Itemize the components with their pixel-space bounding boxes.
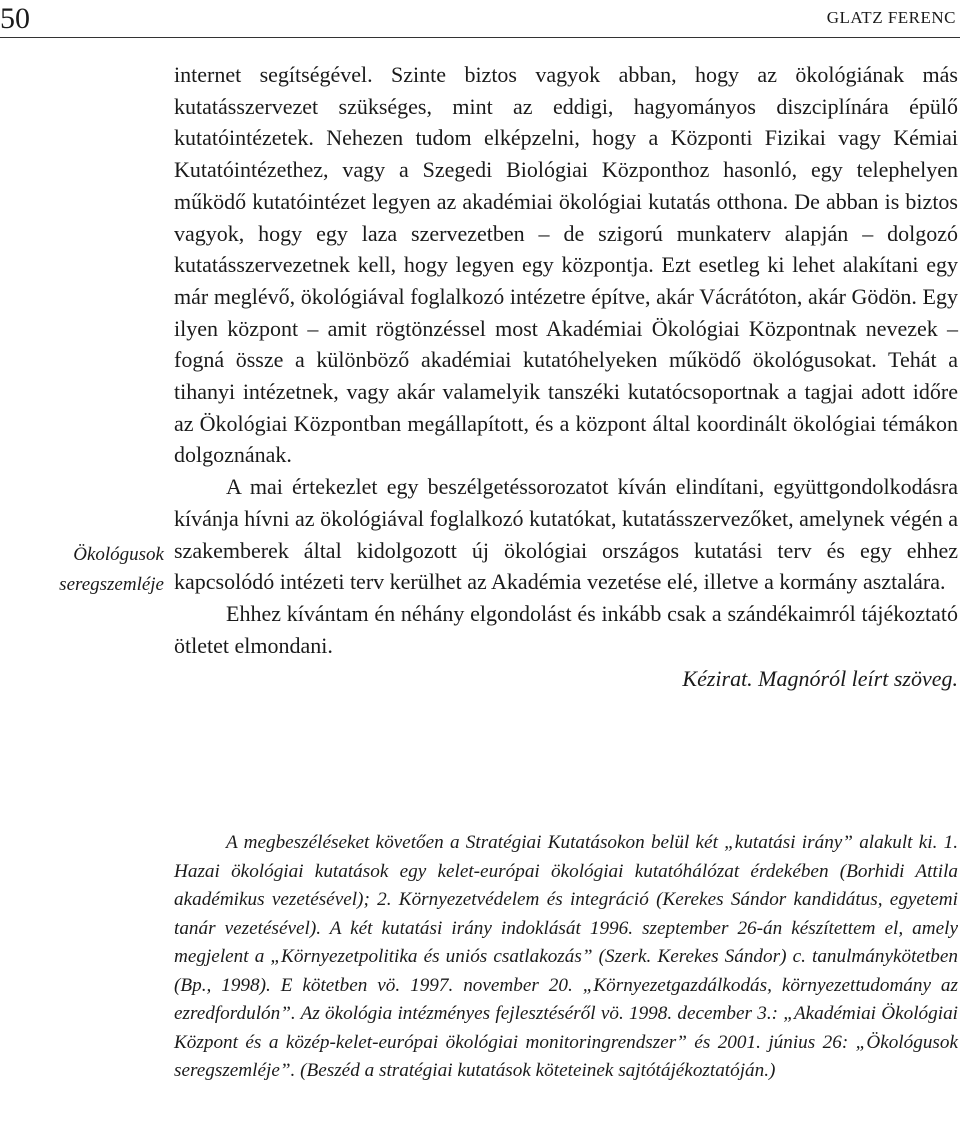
page-number: 50 [0, 2, 30, 35]
running-head: GLATZ FERENC [826, 8, 956, 27]
body-paragraph-2: A mai értekezlet egy beszélgetéssorozatot kíván elindítani, együttgondolkodásra kívánja hívni az ökológiával foglalkozó kutatókat, kutatásszervezőket, amelynek végén a szakemberek által kidolgozott új ökológiai országos kutatási terv és egy ehhez kapcsolódó intézeti terv kerülhet az Akadémia vezetése elé, illetve a kormány asztalára. [174, 474, 958, 595]
body-paragraph-1: internet segítségével. Szinte biztos vagyok abban, hogy az ökológiának más kutatásszervezet szükséges, mint az eddigi, hagyományos diszciplínára épülő kutatóintézetek. Nehezen tudom elképzelni, hogy a Központi Fizikai vagy Kémiai Kutatóintézethez, vagy a Szegedi Biológiai Központhoz hasonló, egy telephelyen működő kutatóintézet legyen az akadémiai ökológiai kutatás otthona. De abban is biztos vagyok, hogy egy laza szervezetben – de szigorú munkaterv alapján – dolgozó kutatásszervezetnek kell, hogy legyen egy központja. Ezt esetleg ki lehet alakítani egy már meglévő, ökológiával foglalkozó intézetre építve, akár Vácrátóton, akár Gödön. Egy ilyen központ – amit rögtönzéssel most Akadémiai Ökológiai Központnak nevezek – fogná össze a különböző akadémiai kutatóhelyeken működő ökológusokat. Tehát a tihanyi intézetnek, vagy akár valamelyik tanszéki kutatócsoportnak a tagjai adott időre az Ökológiai Központban megállapított, és a központ által koordinált ökológiai témákon dolgoznának. [174, 62, 958, 468]
header-rule [0, 37, 960, 38]
main-text [174, 59, 958, 695]
body-paragraph-3: Ehhez kívántam én néhány elgondolást és inkább csak a szándékaimról tájékoztató ötletet elmondani. [174, 600, 958, 658]
margin-note [14, 540, 164, 600]
page-header [0, 0, 960, 40]
footnote: A megbeszéléseket követően a Stratégiai Kutatásokon belül két „kutatási irány” alakult ki. 1. Hazai ökológiai kutatások egy kelet-európai ökológiai kutatóhálózat érdekében (Borhidi Attila akadémikus vezetésével); 2. Környezetvédelem és integráció (Kerekes Sándor kandidátus, egyetemi tanár vezetésével). A két kutatási irány indoklását 1996. szeptember 26-án készítettem el, amely megjelent a „Környezetpolitika és uniós csatlakozás” (Szerk. Kerekes Sándor) c. tanulmánykötetben (Bp., 1998). E kötetben vö. 1997. november 20. „Környezetgazdálkodás, környezettudomány az ezredfordulón”. Az ökológia intézményes fejlesztéséről vö. 1998. december 3.: „Akadémiai Ökológiai Központ és a közép-kelet-európai ökológiai monitoringrendszer” és 2001. június 26: „Ökológusok seregszemléje”. (Beszéd a stratégiai kutatások köteteinek sajtótájékoztatóján.) [174, 832, 958, 1081]
margin-note-line-1: Ökológusok [73, 544, 164, 565]
source-note: Kézirat. Magnóról leírt szöveg. [682, 666, 958, 692]
margin-note-line-2: seregszemléje [59, 574, 164, 595]
